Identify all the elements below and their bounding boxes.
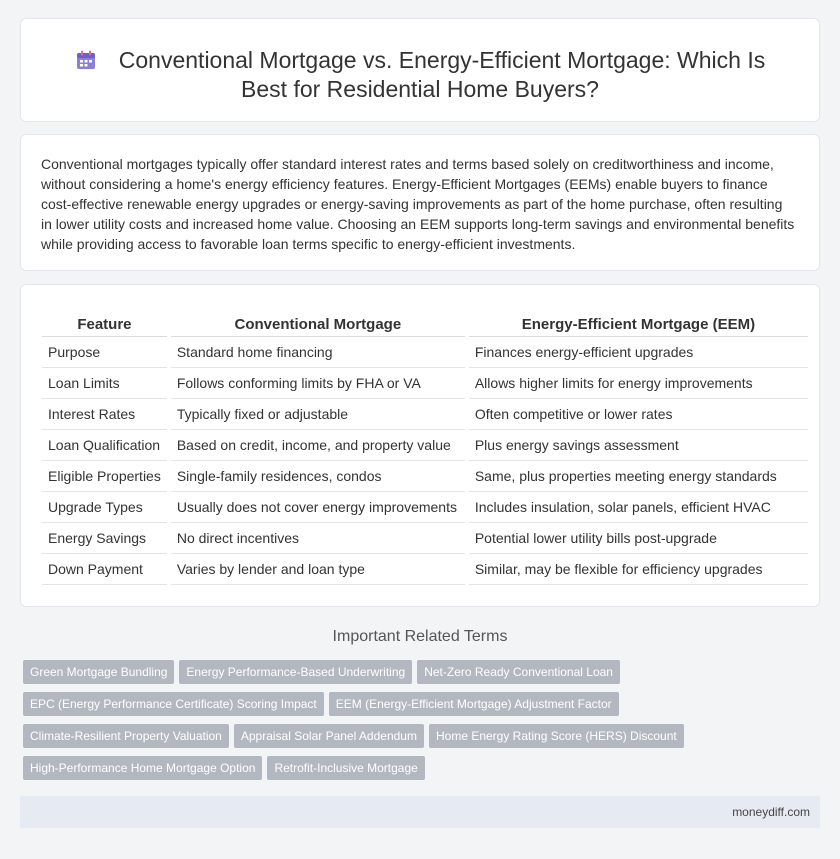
feature-cell: Eligible Properties <box>42 460 169 491</box>
conventional-cell: No direct incentives <box>169 522 467 553</box>
related-terms-heading: Important Related Terms <box>332 628 508 645</box>
title-line-2: Best for Residential Home Buyers? <box>241 76 599 102</box>
table-row <box>42 336 808 367</box>
eem-cell: Finances energy-efficient upgrades <box>467 336 808 367</box>
site-name[interactable]: moneydiff.com <box>732 805 810 819</box>
related-term-tag[interactable]: EEM (Energy-Efficient Mortgage) Adjustment Factor <box>329 692 619 716</box>
intro-card <box>20 134 820 271</box>
eem-cell: Similar, may be flexible for efficiency upgrades <box>467 553 808 584</box>
related-term-tag[interactable]: Net-Zero Ready Conventional Loan <box>417 660 620 684</box>
tag-row <box>23 692 803 724</box>
eem-cell: Same, plus properties meeting energy standards <box>467 460 808 491</box>
header-feature: Feature <box>42 313 169 336</box>
feature-cell: Energy Savings <box>42 522 169 553</box>
conventional-cell: Usually does not cover energy improvements <box>169 491 467 522</box>
feature-cell: Down Payment <box>42 553 169 584</box>
related-terms-list <box>23 660 803 788</box>
footer <box>20 796 820 828</box>
conventional-cell: Varies by lender and loan type <box>169 553 467 584</box>
comparison-card <box>20 284 820 607</box>
feature-cell: Loan Qualification <box>42 429 169 460</box>
comparison-table <box>42 313 808 585</box>
table-row <box>42 553 808 584</box>
tag-row <box>23 724 803 756</box>
table-row <box>42 398 808 429</box>
table-row <box>42 522 808 553</box>
table-row <box>42 429 808 460</box>
related-term-tag[interactable]: Home Energy Rating Score (HERS) Discount <box>429 724 684 748</box>
feature-cell: Interest Rates <box>42 398 169 429</box>
eem-cell: Potential lower utility bills post-upgrade <box>467 522 808 553</box>
page-title <box>21 46 819 104</box>
eem-cell: Plus energy savings assessment <box>467 429 808 460</box>
table-row <box>42 491 808 522</box>
feature-cell: Loan Limits <box>42 367 169 398</box>
table-header-row <box>42 313 808 336</box>
header-card <box>20 18 820 122</box>
eem-cell: Allows higher limits for energy improvements <box>467 367 808 398</box>
header-conventional: Conventional Mortgage <box>169 313 467 336</box>
eem-cell: Includes insulation, solar panels, efficient HVAC <box>467 491 808 522</box>
related-term-tag[interactable]: Climate-Resilient Property Valuation <box>23 724 229 748</box>
title-line-1: Conventional Mortgage vs. Energy-Efficient Mortgage: Which Is <box>118 47 766 73</box>
conventional-cell: Typically fixed or adjustable <box>169 398 467 429</box>
feature-cell: Upgrade Types <box>42 491 169 522</box>
feature-cell: Purpose <box>42 336 169 367</box>
related-term-tag[interactable]: Appraisal Solar Panel Addendum <box>234 724 424 748</box>
conventional-cell: Based on credit, income, and property value <box>169 429 467 460</box>
tag-row <box>23 756 803 788</box>
conventional-cell: Standard home financing <box>169 336 467 367</box>
related-term-tag[interactable]: High-Performance Home Mortgage Option <box>23 756 262 780</box>
intro-paragraph: Conventional mortgages typically offer standard interest rates and terms based solely on creditworthiness and income, without considering a home's energy efficiency features. Energy-Efficient Mortgages (EEMs) enable buyers to finance cost-effective renewable energy upgrades or energy-saving improvements as part of the home purchase, often resulting in lower utility costs and increased home value. Choosing an EEM supports long-term savings and environmental benefits while providing access to favorable loan terms specific to energy-efficient investments. <box>41 156 795 252</box>
related-term-tag[interactable]: Green Mortgage Bundling <box>23 660 174 684</box>
conventional-cell: Follows conforming limits by FHA or VA <box>169 367 467 398</box>
eem-cell: Often competitive or lower rates <box>467 398 808 429</box>
calendar-icon <box>75 49 97 71</box>
tag-row <box>23 660 803 692</box>
related-term-tag[interactable]: EPC (Energy Performance Certificate) Scoring Impact <box>23 692 324 716</box>
table-row <box>42 460 808 491</box>
table-row <box>42 367 808 398</box>
header-eem: Energy-Efficient Mortgage (EEM) <box>467 313 808 336</box>
related-term-tag[interactable]: Energy Performance-Based Underwriting <box>179 660 412 684</box>
conventional-cell: Single-family residences, condos <box>169 460 467 491</box>
related-term-tag[interactable]: Retrofit-Inclusive Mortgage <box>267 756 424 780</box>
